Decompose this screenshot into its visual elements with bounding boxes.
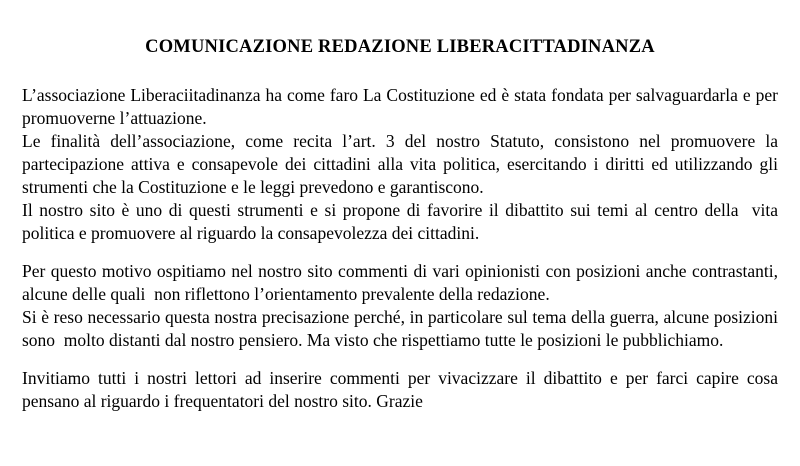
paragraph-site-purpose: Il nostro sito è uno di questi strumenti e si propone di favorire il dibattito sui temi al centro della vita politica e promuovere al riguardo la consapevolezza dei cittadini. [22,200,783,243]
paragraph-association-intro: L’associazione Liberaciitadinanza ha come faro La Costituzione ed è stata fondata per salvaguardarla e per promuoverne l’attuazione. [22,85,783,128]
document-body [22,84,783,413]
paragraph-clarification: Si è reso necessario questa nostra precisazione perché, in particolare sul tema della guerra, alcune posizioni sono molto distanti dal nostro pensiero. Ma visto che rispettiamo tutte le posizioni le pubblichiamo. [22,307,783,350]
paragraph-invitation: Invitiamo tutti i nostri lettori ad inserire commenti per vivacizzare il dibattito e per farci capire cosa pensano al riguardo i frequentatori del nostro sito. Grazie [22,368,783,411]
document-title: COMUNICAZIONE REDAZIONE LIBERACITTADINANZA [145,37,655,57]
paragraph-statute-goals: Le finalità dell’associazione, come recita l’art. 3 del nostro Statuto, consistono nel promuovere la partecipazione attiva e consapevole dei cittadini alla vita politica, esercitando i diritti ed utilizzando gli strumenti che la Costituzione e le leggi prevedono e garantiscono. [22,131,783,197]
paragraph-opinions: Per questo motivo ospitiamo nel nostro sito commenti di vari opinionisti con posizioni anche contrastanti, alcune delle quali non riflettono l’orientamento prevalente della redazione. [22,261,783,304]
